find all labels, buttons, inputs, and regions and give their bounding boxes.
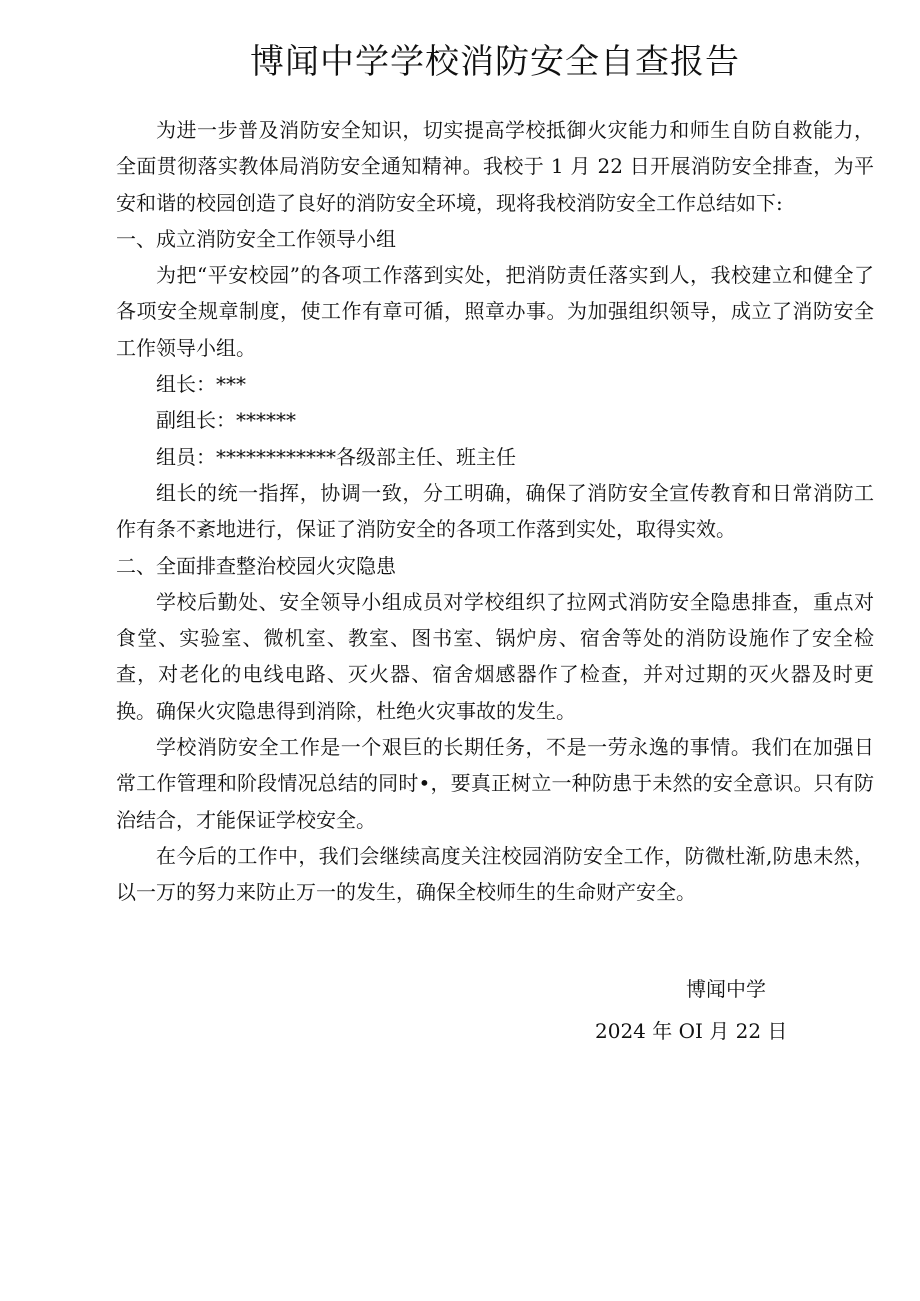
document-title: 博闻中学学校消防安全自查报告 bbox=[250, 42, 740, 82]
section-2-paragraph-1: 学校后勤处、安全领导小组成员对学校组织了拉网式消防安全隐患排查，重点对食堂、实验室、微机室、教室、图书室、锅炉房、宿舍等处的消防设施作了安全检查，对老化的电线电路、灭火器、宿舍烟感器作了检查，并对过期的灭火器及时更换。确保火灾隐患得到消除，杜绝火灾事故的发生。 bbox=[116, 589, 874, 723]
document-body bbox=[116, 112, 874, 911]
section-2-paragraph-2: 学校消防安全工作是一个艰巨的长期任务，不是一劳永逸的事情。我们在加强日常工作管理和阶段情况总结的同时•，要真正树立一种防患于未然的安全意识。只有防治结合，才能保证学校安全。 bbox=[116, 735, 874, 832]
section-1-summary: 组长的统一指挥，协调一致，分工明确，确保了消防安全宣传教育和日常消防工作有条不紊地进行，保证了消防安全的各项工作落到实处，取得实效。 bbox=[116, 480, 874, 542]
intro-paragraph: 为进一步普及消防安全知识，切实提高学校抵御火灾能力和师生自防自救能力，全面贯彻落实教体局消防安全通知精神。我校于 1 月 22 日开展消防安全排查，为平安和谐的校园创造了良好的消防安全环境，现将我校消防安全工作总结如下: bbox=[116, 118, 874, 215]
section-2-paragraph-3: 在今后的工作中，我们会继续高度关注校园消防安全工作，防微杜渐,防患未然，以一万的努力来防止万一的发生，确保全校师生的生命财产安全。 bbox=[116, 843, 874, 905]
section-1-paragraph: 为把“平安校园”的各项工作落到实处，把消防责任落实到人，我校建立和健全了各项安全规章制度，使工作有章可循，照章办事。为加强组织领导，成立了消防安全工作领导小组。 bbox=[116, 263, 874, 360]
members-line: 组员：************各级部主任、班主任 bbox=[156, 444, 516, 469]
group-leader-line: 组长：*** bbox=[156, 372, 246, 397]
section-1-heading: 一、成立消防安全工作领导小组 bbox=[116, 226, 396, 251]
deputy-leader-line: 副组长：****** bbox=[156, 408, 296, 433]
signature-date: 2024 年 OI 月 22 日 bbox=[595, 1019, 788, 1043]
signature-organization: 博闻中学 bbox=[686, 977, 766, 1001]
section-2-heading: 二、全面排查整治校园火灾隐患 bbox=[116, 553, 396, 578]
